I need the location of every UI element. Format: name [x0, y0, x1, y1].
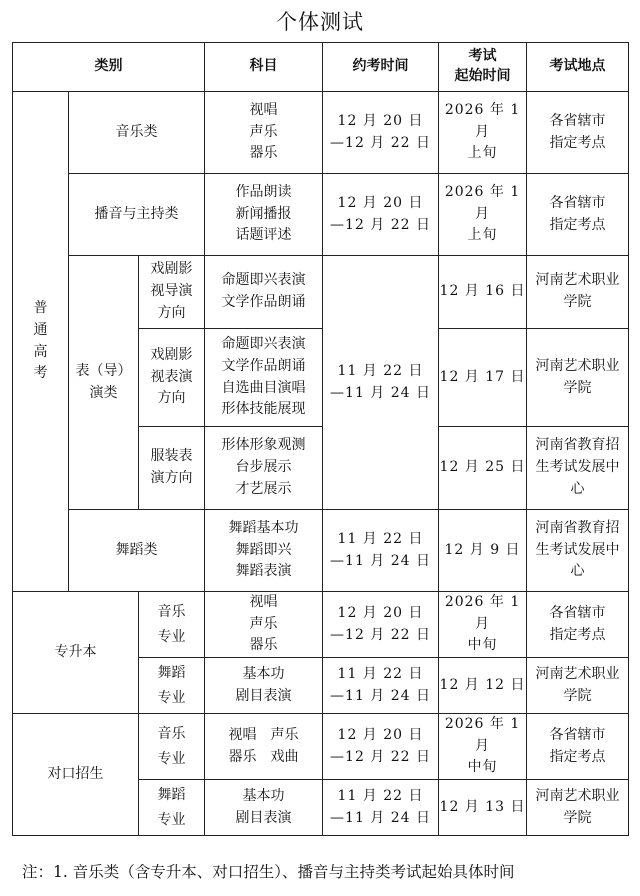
table-row: [13, 714, 629, 780]
group-biaoyan: 表（导） 演类: [69, 256, 139, 510]
exam-schedule-table: [12, 42, 629, 836]
start-drama-acting: 12 月 17 日: [439, 329, 527, 427]
subject-music: 视唱 声乐 器乐: [205, 92, 323, 174]
category-dk-dance: 舞蹈 专业: [139, 780, 205, 836]
location-dance: 河南省教育招 生考试发展中 心: [527, 510, 629, 592]
location-drama-acting: 河南艺术职业 学院: [527, 329, 629, 427]
table-row: [13, 174, 629, 256]
appointment-dk-dance: 11 月 22 日 —11 月 24 日: [323, 780, 439, 836]
appointment-dance: 11 月 22 日 —11 月 24 日: [323, 510, 439, 592]
appointment-dk-music: 12 月 20 日 —12 月 22 日: [323, 714, 439, 780]
subject-dk-music: 视唱 声乐 器乐 戏曲: [205, 714, 323, 780]
group-putong: 普 通 高 考: [13, 92, 69, 592]
table-header-row: [13, 43, 629, 92]
subject-broadcast: 作品朗读 新闻播报 话题评述: [205, 174, 323, 256]
location-dk-dance: 河南艺术职业 学院: [527, 780, 629, 836]
appointment-zsb-music: 12 月 20 日 —12 月 22 日: [323, 592, 439, 658]
header-category: 类别: [13, 43, 205, 92]
location-costume: 河南省教育招 生考试发展中 心: [527, 427, 629, 510]
appointment-broadcast: 12 月 20 日 —12 月 22 日: [323, 174, 439, 256]
header-start: 考试 起始时间: [439, 43, 527, 92]
start-zsb-music: 2026 年 1 月 中旬: [439, 592, 527, 658]
start-dk-dance: 12 月 13 日: [439, 780, 527, 836]
table-row: [13, 592, 629, 658]
category-drama-acting: 戏剧影 视表演 方向: [139, 329, 205, 427]
category-dk-music: 音乐 专业: [139, 714, 205, 780]
subject-costume: 形体形象观测 台步展示 才艺展示: [205, 427, 323, 510]
appointment-acting: 11 月 22 日 —11 月 24 日: [323, 256, 439, 510]
table-row: [13, 256, 629, 329]
category-zsb-dance: 舞蹈 专业: [139, 658, 205, 714]
location-broadcast: 各省辖市 指定考点: [527, 174, 629, 256]
subject-dk-dance: 基本功 剧目表演: [205, 780, 323, 836]
footnote: 注：1. 音乐类（含专升本、对口招生）、播音与主持类考试起始具体时间: [22, 863, 515, 881]
category-dance: 舞蹈类: [69, 510, 205, 592]
location-zsb-music: 各省辖市 指定考点: [527, 592, 629, 658]
page-title: 个体测试: [276, 10, 364, 34]
table-row: [13, 510, 629, 592]
group-zhuanshengben: 专升本: [13, 592, 139, 714]
appointment-music: 12 月 20 日 —12 月 22 日: [323, 92, 439, 174]
category-zsb-music: 音乐 专业: [139, 592, 205, 658]
category-broadcast: 播音与主持类: [69, 174, 205, 256]
appointment-zsb-dance: 11 月 22 日 —11 月 24 日: [323, 658, 439, 714]
table-row: [13, 92, 629, 174]
start-dk-music: 2026 年 1 月 中旬: [439, 714, 527, 780]
header-location: 考试地点: [527, 43, 629, 92]
subject-zsb-music: 视唱 声乐 器乐: [205, 592, 323, 658]
category-costume: 服装表 演方向: [139, 427, 205, 510]
subject-zsb-dance: 基本功 剧目表演: [205, 658, 323, 714]
location-music: 各省辖市 指定考点: [527, 92, 629, 174]
start-zsb-dance: 12 月 12 日: [439, 658, 527, 714]
location-drama-director: 河南艺术职业 学院: [527, 256, 629, 329]
start-music: 2026 年 1 月 上旬: [439, 92, 527, 174]
category-music: 音乐类: [69, 92, 205, 174]
header-subject: 科目: [205, 43, 323, 92]
location-zsb-dance: 河南艺术职业 学院: [527, 658, 629, 714]
subject-dance: 舞蹈基本功 舞蹈即兴 舞蹈表演: [205, 510, 323, 592]
group-duikou: 对口招生: [13, 714, 139, 836]
start-dance: 12 月 9 日: [439, 510, 527, 592]
subject-drama-acting: 命题即兴表演 文学作品朗诵 自选曲目演唱 形体技能展现: [205, 329, 323, 427]
start-drama-director: 12 月 16 日: [439, 256, 527, 329]
category-drama-director: 戏剧影 视导演 方向: [139, 256, 205, 329]
header-appointment: 约考时间: [323, 43, 439, 92]
start-broadcast: 2026 年 1 月 上旬: [439, 174, 527, 256]
location-dk-music: 各省辖市 指定考点: [527, 714, 629, 780]
subject-drama-director: 命题即兴表演 文学作品朗诵: [205, 256, 323, 329]
start-costume: 12 月 25 日: [439, 427, 527, 510]
